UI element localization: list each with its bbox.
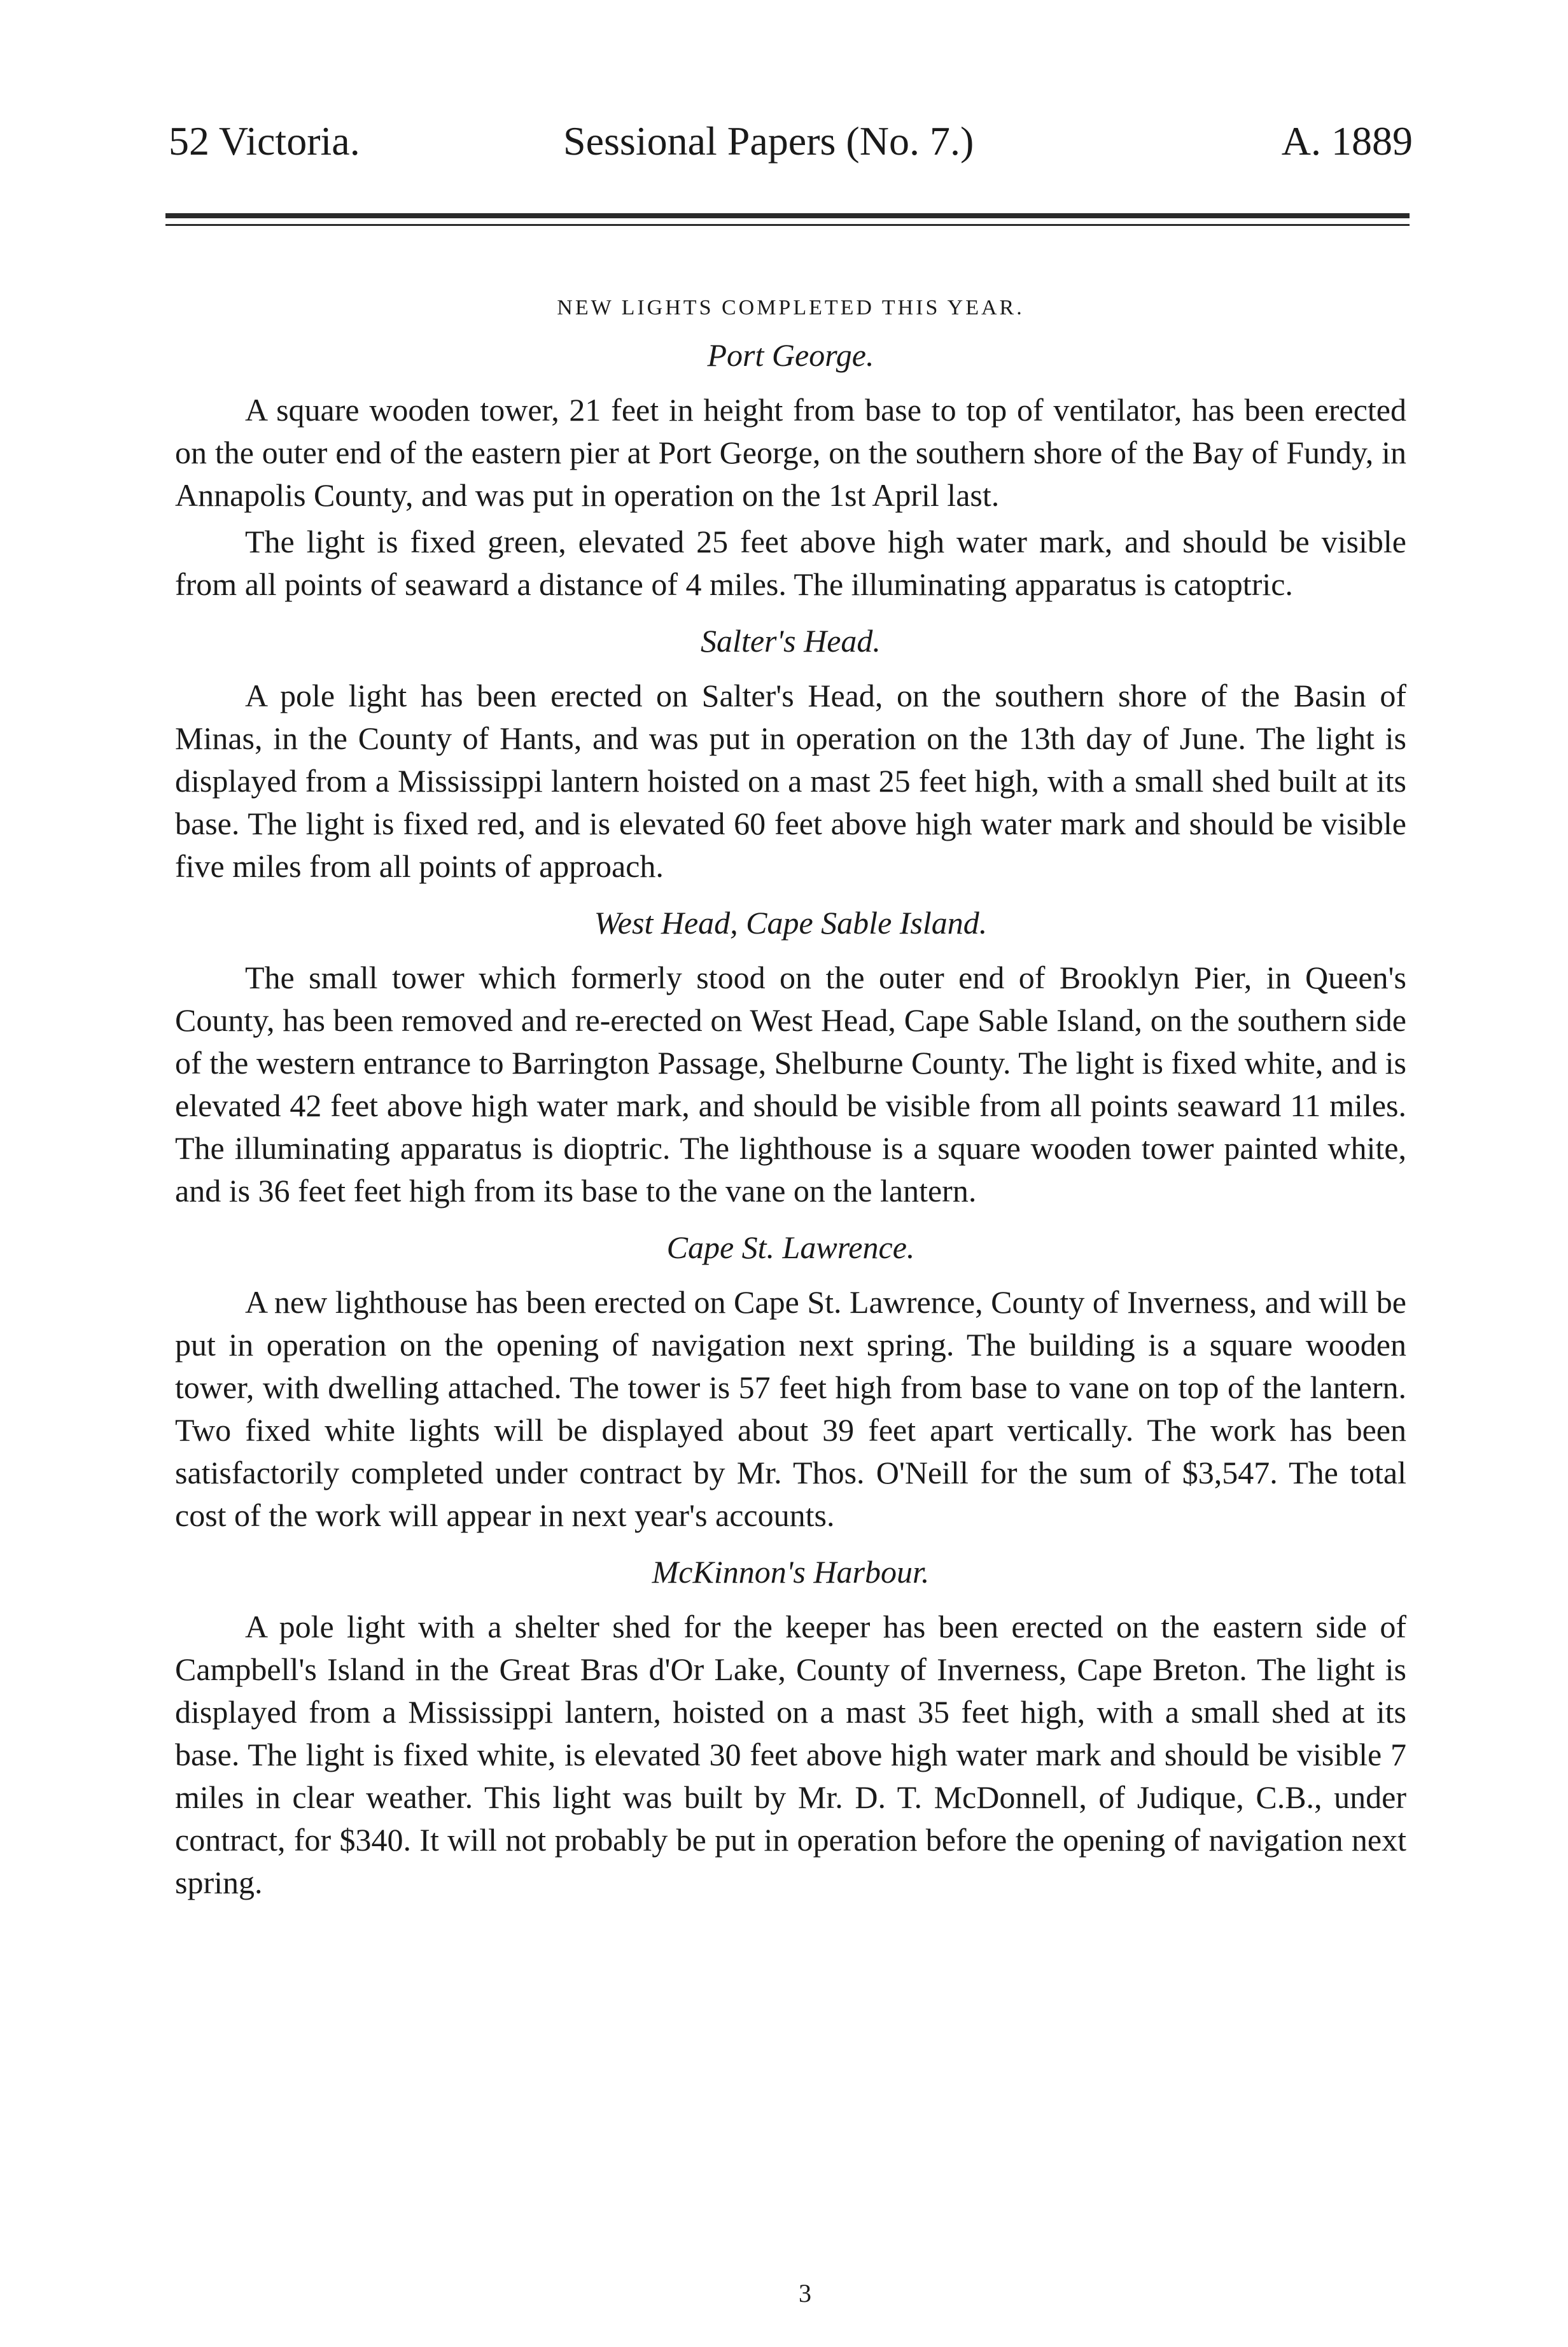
page-number: 3 [799,2279,811,2308]
header-rule-thick [165,213,1410,218]
section-heading: McKinnon's Harbour. [652,1554,930,1590]
section-heading: Cape St. Lawrence. [666,1230,915,1265]
section-port-george [175,337,1406,606]
header-publication: Sessional Papers (No. 7.) [563,118,974,164]
section-west-head [175,904,1406,1212]
header-year: A. 1889 [1281,118,1413,164]
running-header [153,118,1413,188]
paragraph: A new lighthouse has been erected on Cape St. Lawrence, County of Inverness, and will be put in operation on the opening of navigation next spring. The building is a square wooden tower, with dwelling attached. The tower is 57 feet high from base to vane on top of the lantern. Two fixed white lights will be displayed about 39 feet apart vertically. The work has been satisfactorily completed under contract by Mr. Thos. O'Neill for the sum of $3,547. The total cost of the work will appear in next year's accounts. [175,1284,1406,1533]
section-heading: West Head, Cape Sable Island. [594,905,988,941]
section-salters-head [175,622,1406,888]
paragraph: A pole light has been erected on Salter's Head, on the southern shore of the Basin of Minas, in the County of Hants, and was put in operation on the 13th day of June. The light is displayed from a Mississippi lantern hoisted on a mast 25 feet high, with a small shed built at its base. The light is fixed red, and is elevated 60 feet above high water mark and should be visible five miles from all points of approach. [175,678,1406,884]
section-heading: Salter's Head. [701,623,881,659]
section-heading: Port George. [707,337,874,373]
page-title: NEW LIGHTS COMPLETED THIS YEAR. [557,296,1025,319]
section-mckinnons-harbour [175,1553,1406,1904]
main-content [175,296,1406,1908]
paragraph: The light is fixed green, elevated 25 feet above high water mark, and should be visible from all points of seaward a distance of 4 miles. The illuminating apparatus is catoptric. [175,524,1406,602]
paragraph: A pole light with a shelter shed for the keeper has been erected on the eastern side of Campbell's Island in the Great Bras d'Or Lake, County of Inverness, Cape Breton. The light is displayed from a Mississippi lantern, hoisted on a mast 35 feet high, with a small shed at its base. The light is fixed white, is elevated 30 feet above high water mark and should be visible 7 miles in clear weather. This light was built by Mr. D. T. McDonnell, of Judique, C.B., under contract, for $340. It will not probably be put in operation before the opening of navigation next spring. [175,1609,1406,1900]
paragraph: The small tower which formerly stood on the outer end of Brooklyn Pier, in Queen's County, has been removed and re-erected on West Head, Cape Sable Island, on the southern side of the western entrance to Barrington Passage, Shelburne County. The light is fixed white, and is elevated 42 feet above high water mark, and should be visible from all points seaward 11 miles. The illuminating apparatus is dioptric. The lighthouse is a square wooden tower painted white, and is 36 feet feet high from its base to the vane on the lantern. [175,960,1406,1209]
paragraph: A square wooden tower, 21 feet in height from base to top of ventilator, has been erected on the outer end of the eastern pier at Port George, on the southern shore of the Bay of Fundy, in Annapolis County, and was put in operation on the 1st April last. [175,392,1406,513]
header-session: 52 Victoria. [169,118,360,164]
header-rule-thin [165,224,1410,226]
section-cape-st-lawrence [175,1229,1406,1537]
